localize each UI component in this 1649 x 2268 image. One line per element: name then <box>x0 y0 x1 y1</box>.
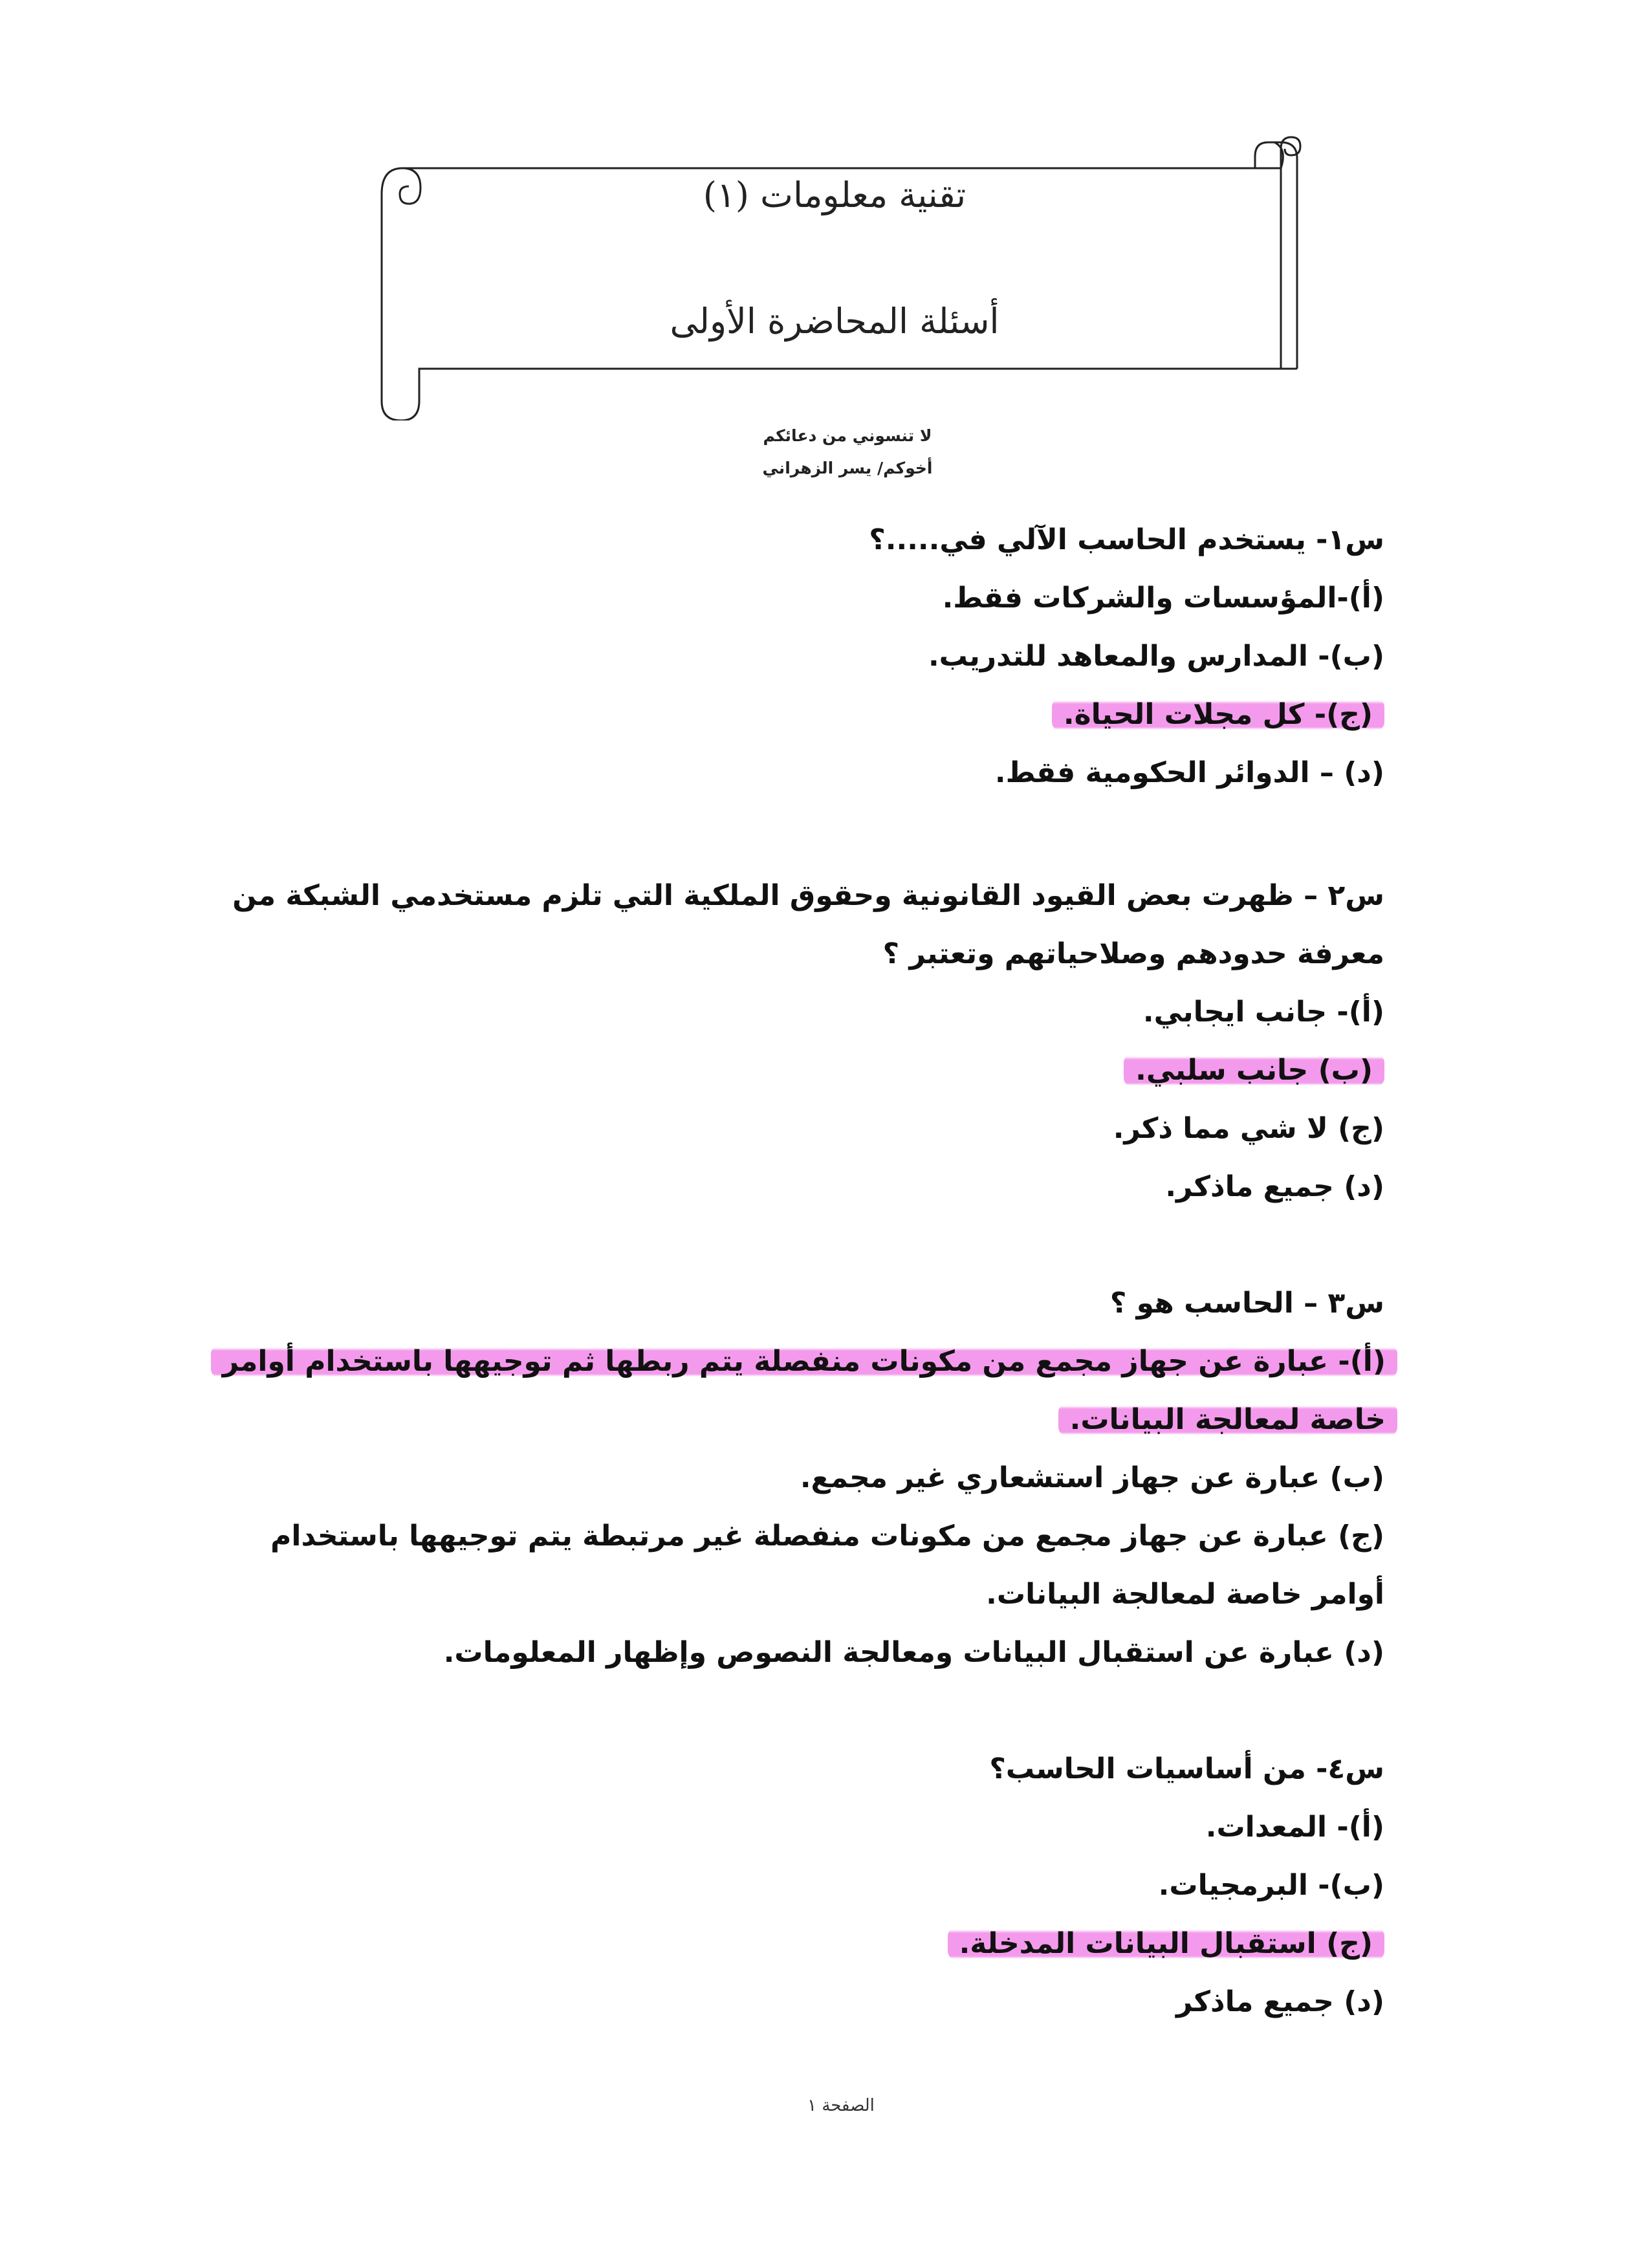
answer-option: (أ)- جانب ايجابي. <box>1142 996 1384 1029</box>
answer-option: (د) جميع ماذكر <box>1176 1985 1384 2018</box>
answer-option: (ب)- البرمجيات. <box>1158 1869 1384 1902</box>
answer-option-highlighted: (أ)- عبارة عن جهاز مجمع من مكونات منفصلة يتم ربطها ثم توجيهها باستخدام أوامر <box>211 1345 1397 1378</box>
answer-option: (د) عبارة عن استقبال البيانات ومعالجة النصوص وإظهار المعلومات. <box>443 1636 1384 1669</box>
answer-option-highlighted-continued: خاصة لمعالجة البيانات. <box>1058 1403 1397 1436</box>
author-line: أخوكم/ يسر الزهراني <box>762 459 933 477</box>
answer-option-continued: أوامر خاصة لمعالجة البيانات. <box>986 1578 1384 1611</box>
document-subtitle: أسئلة المحاضرة الأولى <box>670 301 999 342</box>
answer-option-highlighted: (ج)- كل مجلات الحياة. <box>1052 698 1384 731</box>
question-prompt: س٣ – الحاسب هو ؟ <box>1109 1287 1384 1320</box>
scroll-frame-graphic <box>362 123 1307 420</box>
answer-option: (ج) عبارة عن جهاز مجمع من مكونات منفصلة غير مرتبطة يتم توجيهها باستخدام <box>270 1520 1384 1553</box>
dedication-line: لا تنسوني من دعائكم <box>763 426 932 445</box>
answer-option: (أ)-المؤسسات والشركات فقط. <box>942 582 1384 615</box>
question-prompt: س١- يستخدم الحاسب الآلي في.....؟ <box>869 523 1384 556</box>
question-prompt-continued: معرفة حدودهم وصلاحياتهم وتعتبر ؟ <box>882 937 1384 970</box>
answer-option-highlighted: (ج) استقبال البيانات المدخلة. <box>948 1927 1384 1960</box>
answer-option: (ب)- المدارس والمعاهد للتدريب. <box>928 640 1384 673</box>
answer-option-highlighted: (ب) جانب سلبي. <box>1124 1054 1384 1087</box>
answer-option: (د) – الدوائر الحكومية فقط. <box>994 756 1384 789</box>
answer-option: (ب) عبارة عن جهاز استشعاري غير مجمع. <box>800 1461 1384 1494</box>
title-scroll-banner <box>362 123 1307 420</box>
question-prompt: س٢ – ظهرت بعض القيود القانونية وحقوق الملكية التي تلزم مستخدمي الشبكة من <box>232 879 1384 912</box>
document-title: تقنية معلومات (١) <box>703 175 966 215</box>
answer-option: (أ)- المعدات. <box>1205 1811 1384 1844</box>
question-prompt: س٤- من أساسيات الحاسب؟ <box>989 1752 1384 1785</box>
answer-option: (ج) لا شي مما ذكر. <box>1113 1112 1384 1145</box>
page-number: الصفحة ١ <box>807 2096 875 2115</box>
answer-option: (د) جميع ماذكر. <box>1165 1170 1384 1203</box>
